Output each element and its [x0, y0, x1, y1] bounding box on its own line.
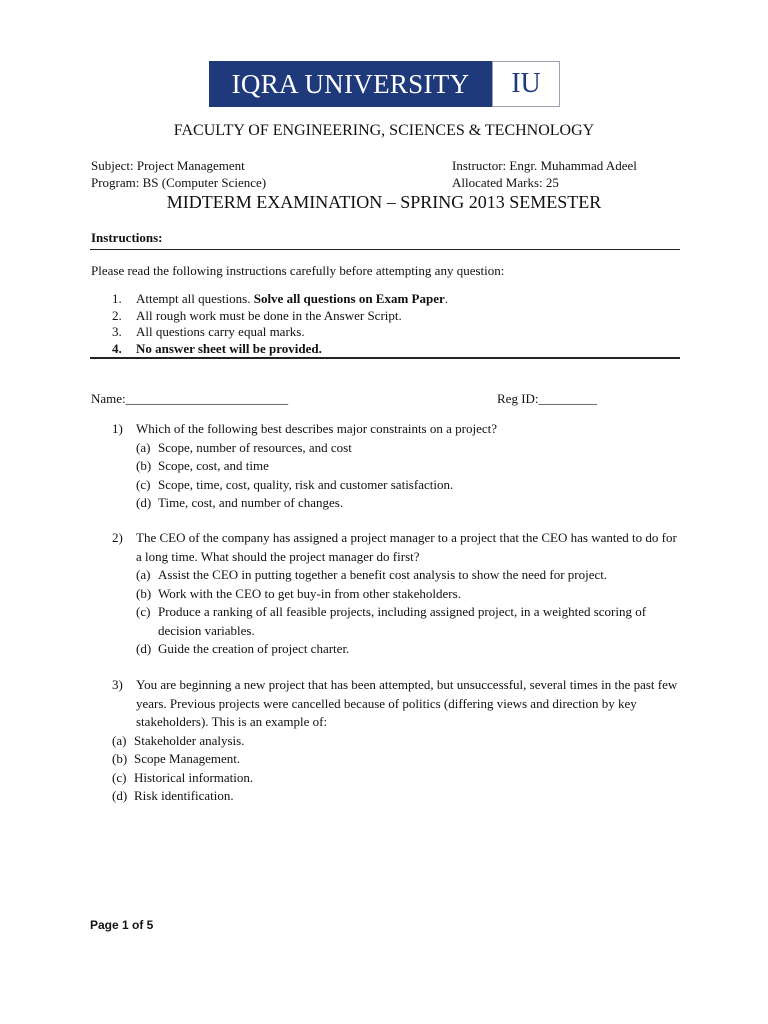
instruction-emphasis: Solve all questions on Exam Paper [253, 291, 445, 306]
option-text: Scope Management. [134, 751, 241, 766]
question-text: Which of the following best describes major constraints on a project? [136, 421, 498, 436]
option-letter: (a) [136, 439, 151, 455]
name-field[interactable]: Name:_________________________ [91, 391, 289, 406]
option-b [136, 457, 682, 476]
divider-top [90, 249, 680, 250]
instruction-text: No answer sheet will be provided. [136, 340, 322, 356]
option-letter: (d) [112, 788, 128, 803]
option-a [136, 439, 682, 458]
instruction-number: 3. [112, 324, 122, 339]
instruction-item [112, 308, 672, 325]
logo-text: IQRA UNIVERSITY [209, 61, 492, 107]
instruction-item [112, 291, 672, 308]
option-text: Stakeholder analysis. [134, 732, 245, 748]
divider-bottom [90, 357, 680, 359]
reg-id-field[interactable]: Reg ID:_________ [497, 391, 598, 406]
option-letter: (c) [136, 476, 151, 492]
option-d [112, 787, 682, 806]
option-letter: (b) [136, 458, 152, 473]
option-letter: (b) [112, 751, 128, 766]
option-letter: (a) [112, 732, 127, 748]
option-a [112, 732, 682, 751]
program-label: Program: BS (Computer Science) [91, 175, 267, 190]
question-3 [112, 676, 682, 806]
question-text: You are beginning a new project that has been attempted, but unsuccessful, several times in the past few years. Previous projects were cancelled because of politics (differing views and direction by key stakeholders). This is an example of: [136, 677, 678, 729]
option-text: Produce a ranking of all feasible projects, including assigned project, in a weighted scoring of decision variables. [158, 604, 647, 638]
option-d [136, 640, 682, 659]
subject-label: Subject: Project Management [91, 158, 245, 173]
option-letter: (c) [112, 769, 127, 785]
option-letter: (d) [136, 495, 152, 510]
instruction-item [112, 324, 672, 341]
question-2 [112, 529, 682, 659]
option-text: Time, cost, and number of changes. [158, 495, 344, 510]
option-text: Historical information. [134, 769, 254, 785]
instruction-tail: . [444, 291, 449, 306]
option-letter: (d) [136, 641, 152, 656]
instructions-heading: Instructions: [91, 230, 163, 245]
instructions-intro: Please read the following instructions carefully before attempting any question: [91, 263, 505, 278]
option-text: Risk identification. [134, 788, 234, 803]
option-c [136, 476, 682, 495]
option-d [136, 494, 682, 513]
logo-abbreviation: IU [492, 61, 560, 107]
option-b [112, 750, 682, 769]
option-text: Guide the creation of project charter. [158, 641, 350, 656]
instruction-number: 1. [112, 291, 122, 306]
instruction-text: All rough work must be done in the Answer Script. [136, 307, 402, 323]
option-text: Scope, time, cost, quality, risk and customer satisfaction. [158, 476, 454, 492]
option-letter: (b) [136, 585, 152, 601]
instruction-text: All questions carry equal marks. [136, 324, 305, 339]
question-1 [112, 420, 682, 513]
question-number: 2) [112, 530, 123, 545]
instruction-number: 2. [112, 307, 122, 323]
faculty-heading: FACULTY OF ENGINEERING, SCIENCES & TECHNOLOGY [173, 122, 595, 139]
instructions-list [112, 291, 672, 357]
option-text: Work with the CEO to get buy-in from other stakeholders. [158, 585, 461, 601]
option-c [112, 769, 682, 788]
instructor-label: Instructor: Engr. Muhammad Adeel [452, 158, 637, 173]
option-text: Scope, number of resources, and cost [158, 439, 352, 455]
marks-label: Allocated Marks: 25 [452, 175, 559, 190]
page-number: Page 1 of 5 [90, 918, 154, 932]
option-text: Scope, cost, and time [158, 458, 269, 473]
question-text: The CEO of the company has assigned a project manager to a project that the CEO has wanted to do for a long time. What should the project manager do first? [136, 530, 677, 564]
question-number: 3) [112, 677, 123, 692]
exam-title: MIDTERM EXAMINATION – SPRING 2013 SEMESTER [166, 192, 602, 212]
instruction-text: Attempt all questions. [136, 291, 254, 306]
instruction-item [112, 341, 672, 358]
university-logo [209, 61, 560, 107]
option-b [136, 585, 682, 604]
option-c [136, 603, 682, 640]
option-text: Assist the CEO in putting together a benefit cost analysis to show the need for project. [158, 567, 608, 582]
question-number: 1) [112, 421, 123, 436]
option-letter: (c) [136, 604, 151, 619]
option-letter: (a) [136, 567, 151, 582]
instruction-number: 4. [112, 340, 122, 356]
option-a [136, 566, 682, 585]
